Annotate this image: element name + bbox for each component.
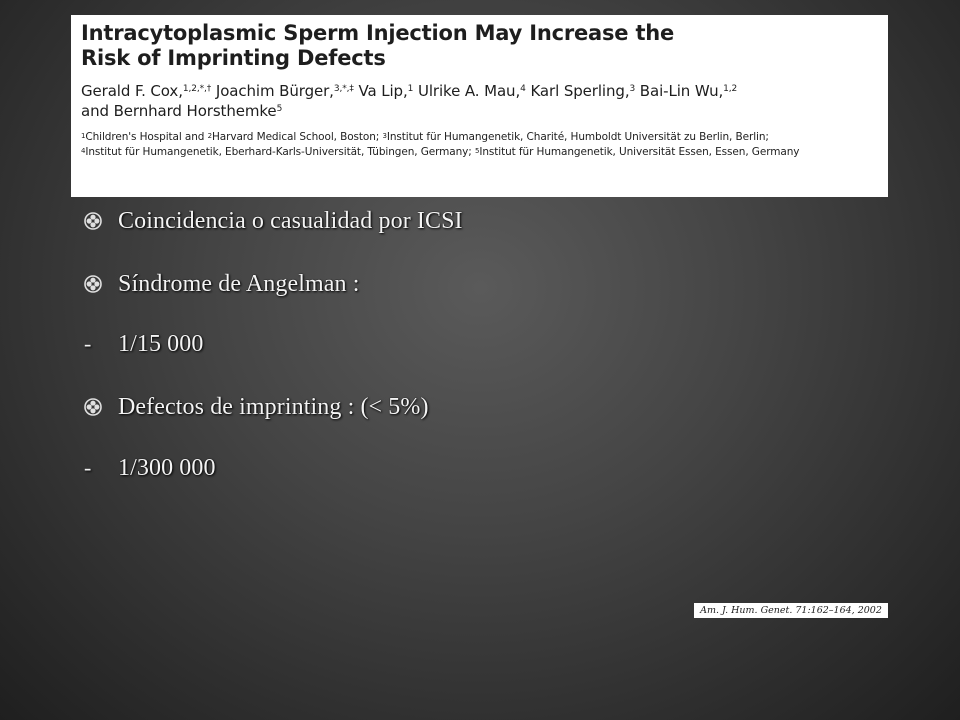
citation: Am. J. Hum. Genet. 71:162–164, 2002 (694, 603, 888, 618)
bullet-text: Coincidencia o casualidad por ICSI (118, 207, 463, 234)
author: Joachim Bürger,$^{3,*,\ddagger}$ (211, 82, 354, 100)
author: Bai-Lin Wu,$^{1,2}$ (635, 82, 738, 100)
paper-authors (81, 81, 878, 121)
flower-bullet-icon (84, 398, 102, 416)
paper-title: Intracytoplasmic Sperm Injection May Increase the Risk of Imprinting Defects (81, 21, 675, 70)
bullet-text: Síndrome de Angelman : (118, 270, 360, 297)
paper-header-image (71, 15, 888, 197)
flower-bullet-icon (84, 212, 102, 230)
author: Va Lip,$^1$ (353, 82, 414, 100)
dash-marker: - (84, 455, 92, 480)
author: Karl Sperling,$^3$ (525, 82, 636, 100)
author: Ulrike A. Mau,$^4$ (413, 82, 526, 100)
flower-bullet-icon (84, 275, 102, 293)
sub-item (82, 326, 203, 362)
paper-affiliations: $^1$Children's Hospital and $^2$Harvard Medical School, Boston; $^3$Institut für Humangenetik, Charité, Humboldt Universität zu Berlin, Berlin; $^4$Institut für Humangenetik, Eberhard-Karls-Universität, Tübingen, Germany; $^5$Institut für Humangenetik, Universität Essen, Essen, Germany (81, 131, 800, 158)
author: Gerald F. Cox,$^{1,2,*,\dagger}$ (81, 82, 212, 100)
bullet-item (82, 203, 463, 239)
bullet-item (82, 266, 360, 302)
bullet-text: 1/300 000 (118, 454, 216, 481)
author: and Bernhard Horsthemke$^5$ (81, 102, 283, 120)
bullet-text: Defectos de imprinting : (< 5%) (118, 393, 429, 420)
bullet-item (82, 389, 429, 425)
sub-item (82, 450, 216, 486)
dash-marker: - (84, 331, 92, 356)
bullet-text: 1/15 000 (118, 330, 204, 357)
